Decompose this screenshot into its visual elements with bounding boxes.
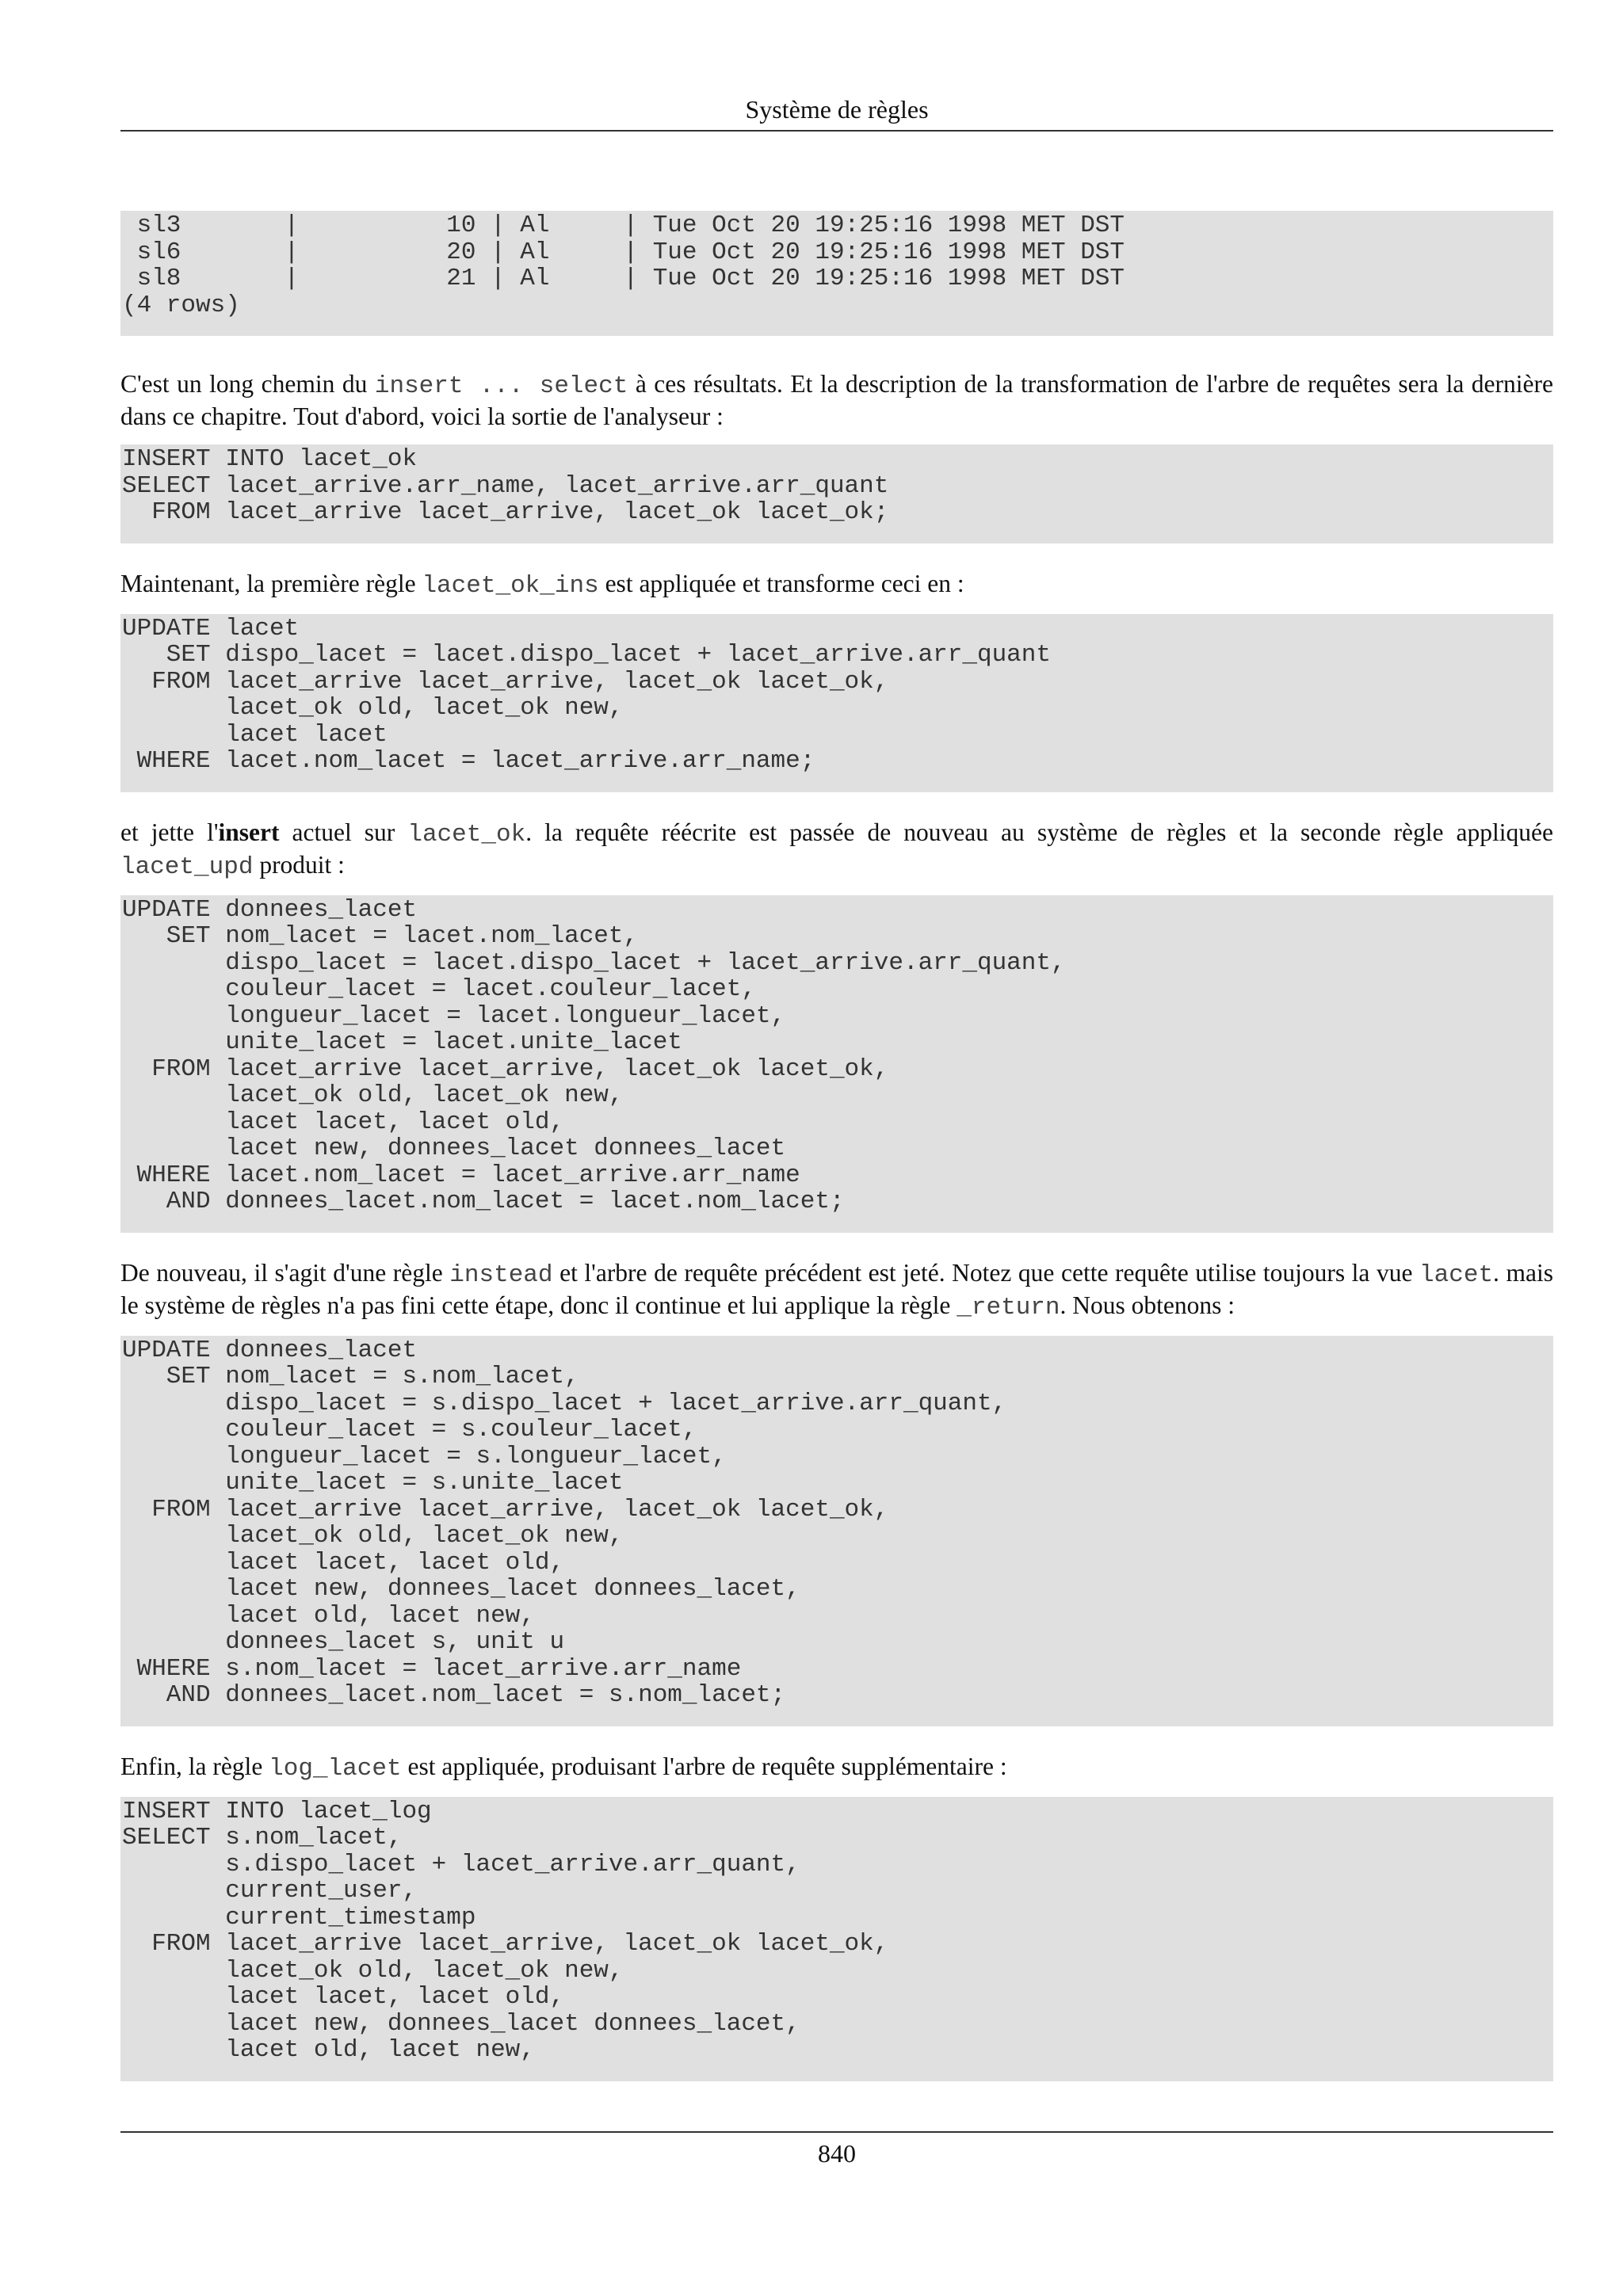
page-number: 840 xyxy=(818,2139,856,2168)
paragraph-first-rule xyxy=(120,569,1553,601)
footer-rule xyxy=(120,2131,1553,2133)
inline-code: lacet xyxy=(1419,1261,1494,1289)
text: De nouveau, il s'agit d'une règle xyxy=(120,1258,450,1287)
code-block-first-rule: UPDATE lacet SET dispo_lacet = lacet.dispo_lacet + lacet_arrive.arr_quant FROM lacet_arrive lacet_arrive, lacet_ok lacet_ok, lacet_ok old, lacet_ok new, lacet lacet WHERE lacet.nom_lacet = lacet_arrive.arr_name; xyxy=(120,614,1553,792)
paragraph-second-rule xyxy=(120,818,1553,883)
inline-code: _return xyxy=(957,1293,1060,1322)
text: est appliquée, produisant l'arbre de requête supplémentaire : xyxy=(401,1752,1007,1780)
text: et l'arbre de requête précédent est jeté. Notez que cette requête utilise toujours la vue xyxy=(552,1258,1420,1287)
text: Enfin, la règle xyxy=(120,1752,269,1780)
code-block-result: sl3 | 10 | Al | Tue Oct 20 19:25:16 1998 MET DST sl6 | 20 | Al | Tue Oct 20 19:25:16 1998 MET DST sl8 | 21 | Al | Tue Oct 20 19:25:16 1998 MET DST (4 rows) xyxy=(120,211,1553,336)
inline-code: log_lacet xyxy=(269,1754,402,1783)
text: à ces résultats. Et la description de la transformation de l'arbre de requêtes sera la dernière dans ce chapitre. Tout d'abord, voici la sortie de l'analyseur : xyxy=(120,370,1553,430)
paragraph-intro xyxy=(120,369,1553,432)
page-content xyxy=(120,211,1553,2081)
inline-code: instead xyxy=(449,1261,553,1289)
text: . Nous obtenons : xyxy=(1060,1291,1235,1319)
code-block-log-rule: INSERT INTO lacet_log SELECT s.nom_lacet, s.dispo_lacet + lacet_arrive.arr_quant, current_user, current_timestamp FROM lacet_arrive lacet_arrive, lacet_ok lacet_ok, lacet_ok old, lacet_ok new, lacet lacet, lacet old, lacet new, donnees_lacet donnees_lacet, lacet old, lacet new, xyxy=(120,1797,1553,2081)
inline-code: lacet_ok_ins xyxy=(422,571,599,600)
paragraph-return-rule xyxy=(120,1258,1553,1323)
text: Maintenant, la première règle xyxy=(120,569,422,597)
text: produit : xyxy=(253,850,345,879)
text: est appliquée et transforme ceci en : xyxy=(598,569,964,597)
text: et jette l' xyxy=(120,818,219,846)
code-block-return-rule: UPDATE donnees_lacet SET nom_lacet = s.nom_lacet, dispo_lacet = s.dispo_lacet + lacet_arrive.arr_quant, couleur_lacet = s.couleur_lacet, longueur_lacet = s.longueur_lacet, unite_lacet = s.unite_lacet FROM lacet_arrive lacet_arrive, lacet_ok lacet_ok, lacet_ok old, lacet_ok new, lacet lacet, lacet old, lacet new, donnees_lacet donnees_lacet, lacet old, lacet new, donnees_lacet s, unit u WHERE s.nom_lacet = lacet_arrive.arr_name AND donnees_lacet.nom_lacet = s.nom_lacet; xyxy=(120,1336,1553,1726)
text: C'est un long chemin du xyxy=(120,370,375,398)
text: . la requête réécrite est passée de nouveau au système de règles et la seconde règle appliquée xyxy=(525,818,1553,846)
text: . mais le système de règles n'a pas fini cette étape, donc il continue et lui applique la règle xyxy=(120,1258,1553,1319)
code-block-parser-output: INSERT INTO lacet_ok SELECT lacet_arrive.arr_name, lacet_arrive.arr_quant FROM lacet_arrive lacet_arrive, lacet_ok lacet_ok; xyxy=(120,444,1553,543)
bold-text: insert xyxy=(218,818,280,846)
code-block-second-rule: UPDATE donnees_lacet SET nom_lacet = lacet.nom_lacet, dispo_lacet = lacet.dispo_lacet + lacet_arrive.arr_quant, couleur_lacet = lacet.couleur_lacet, longueur_lacet = lacet.longueur_lacet, unite_lacet = lacet.unite_lacet FROM lacet_arrive lacet_arrive, lacet_ok lacet_ok, lacet_ok old, lacet_ok new, lacet lacet, lacet old, lacet new, donnees_lacet donnees_lacet WHERE lacet.nom_lacet = lacet_arrive.arr_name AND donnees_lacet.nom_lacet = lacet.nom_lacet; xyxy=(120,895,1553,1233)
inline-code: lacet_ok xyxy=(407,820,526,849)
paragraph-log-rule xyxy=(120,1752,1553,1784)
header-title: Système de règles xyxy=(745,95,929,124)
text: actuel sur xyxy=(279,818,408,846)
inline-code: insert ... select xyxy=(374,372,628,400)
page-header xyxy=(120,90,1553,132)
inline-code: lacet_upd xyxy=(120,852,254,881)
